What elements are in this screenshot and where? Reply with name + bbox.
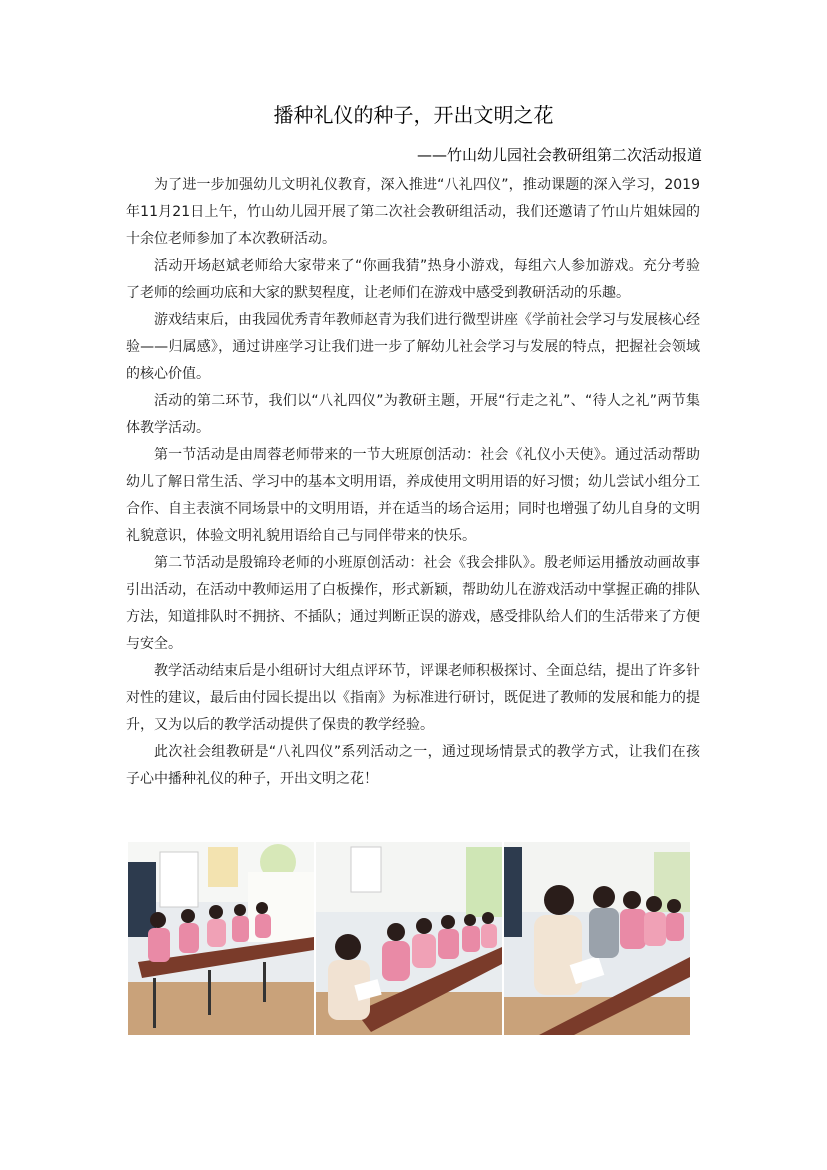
photo-teachers-writing-center <box>316 842 502 1035</box>
article-subtitle: ——竹山幼儿园社会教研组第二次活动报道 <box>416 146 702 164</box>
paragraph: 为了进一步加强幼儿文明礼仪教育，深入推进“八礼四仪”，推动课题的深入学习，2019年11月21日上午，竹山幼儿园开展了第二次社会教研组活动，我们还邀请了竹山片姐妹园的十余位老师参加了本次教研活动。 <box>126 177 700 247</box>
photo-strip <box>128 842 690 1035</box>
paragraph: 活动的第二环节，我们以“八礼四仪”为教研主题，开展“行走之礼”、“待人之礼”两节集体教学活动。 <box>126 393 700 436</box>
photo-teachers-writing-left <box>128 842 314 1035</box>
paragraph: 活动开场赵斌老师给大家带来了“你画我猜”热身小游戏，每组六人参加游戏。充分考验了老师的绘画功底和大家的默契程度，让老师们在游戏中感受到教研活动的乐趣。 <box>126 258 700 301</box>
paragraph: 第二节活动是殷锦玲老师的小班原创活动：社会《我会排队》。殷老师运用播放动画故事引出活动，在活动中教师运用了白板操作，形式新颖，帮助幼儿在游戏活动中掌握正确的排队方法，知道排队时不拥挤、不插队；通过判断正误的游戏，感受排队给人们的生活带来了方便与安全。 <box>126 555 700 652</box>
photo-teachers-writing-right <box>504 842 690 1035</box>
paragraph: 教学活动结束后是小组研讨大组点评环节，评课老师积极探讨、全面总结，提出了许多针对性的建议，最后由付园长提出以《指南》为标准进行研讨，既促进了教师的发展和能力的提升，又为以后的教学活动提供了保贵的教学经验。 <box>126 663 700 733</box>
paragraph: 第一节活动是由周蓉老师带来的一节大班原创活动：社会《礼仪小天使》。通过活动帮助幼儿了解日常生活、学习中的基本文明用语，养成使用文明用语的好习惯；幼儿尝试小组分工合作、自主表演不同场景中的文明用语，并在适当的场合运用；同时也增强了幼儿自身的文明礼貌意识，体验文明礼貌用语给自己与同伴带来的快乐。 <box>126 447 700 544</box>
article-body <box>126 172 700 793</box>
paragraph: 游戏结束后，由我园优秀青年教师赵青为我们进行微型讲座《学前社会学习与发展核心经验——归属感》，通过讲座学习让我们进一步了解幼儿社会学习与发展的特点，把握社会领域的核心价值。 <box>126 312 700 382</box>
article-title: 播种礼仪的种子，开出文明之花 <box>273 103 554 127</box>
paragraph: 此次社会组教研是“八礼四仪”系列活动之一，通过现场情景式的教学方式，让我们在孩子心中播种礼仪的种子，开出文明之花！ <box>126 744 700 787</box>
